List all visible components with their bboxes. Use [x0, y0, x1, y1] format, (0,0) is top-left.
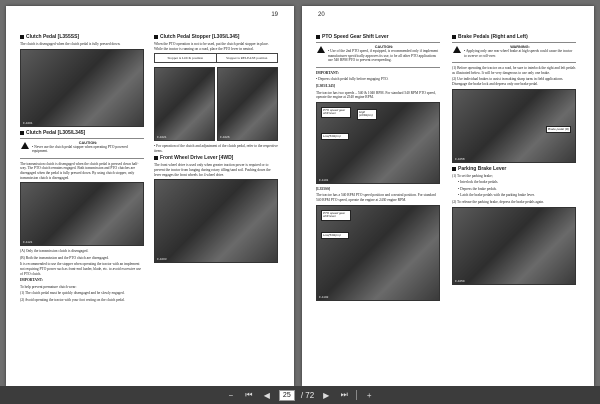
- zoom-in-icon[interactable]: +: [366, 390, 372, 400]
- list-item: (B) Both the transmission and the PTO clutch are disengaged.: [20, 255, 109, 260]
- list-item: • Interlock the brake pedals.: [458, 180, 499, 185]
- paragraph: • Depress clutch pedal fully before engaging PTO.: [316, 77, 389, 82]
- list-item: (A) Only the transmission clutch is disengaged.: [20, 249, 89, 254]
- warning-icon: [453, 46, 461, 53]
- list-item: • Depress the brake pedals.: [458, 186, 497, 191]
- model-heading: [L355SS]: [316, 186, 331, 191]
- section-heading: Clutch Pedal [L305/L345]: [20, 130, 144, 136]
- paragraph: When the PTO operation is not to be used, put the clutch pedal stopper in place. While the tractor is running on a road, place the PTO lever in neutral.: [154, 42, 269, 51]
- left-column-2: [154, 32, 278, 266]
- paragraph: The transmission clutch is disengaged when the clutch pedal is pressed down half-way. The PTO clutch remains engaged. Both transmission and PTO clutches are disengaged when the pedal is fully pressed down. By using clutch stopper, only transmission clutch is disengaged.: [20, 161, 139, 180]
- total-pages: / 72: [300, 390, 315, 400]
- list-item: • Latch the brake pedals with the parking brake lever.: [458, 193, 535, 198]
- pto-lever-photo: PTO speed gear shift lever High (1040rpm) Low(540rpm) F-1101: [316, 102, 440, 184]
- warning-icon: [21, 142, 29, 149]
- parking-brake-photo: F-1059: [452, 207, 576, 285]
- section-heading: Clutch Pedal [L355SS]: [20, 34, 144, 40]
- brake-pedals-photo: Brake pedal (R) F-1058: [452, 89, 576, 163]
- warning-box: WARNING: • Applying only one rear wheel brake at high speeds could cause the tractor to swerve or roll-over.: [452, 42, 576, 63]
- section-heading: PTO Speed Gear Shift Lever: [316, 34, 440, 40]
- right-column-2: [452, 32, 576, 288]
- left-page: [6, 6, 294, 386]
- right-page: [302, 6, 594, 386]
- model-heading: [L305/L345]: [316, 83, 335, 88]
- page-number: 19: [271, 12, 278, 18]
- section-heading: Brake Pedals (Right and Left): [452, 34, 576, 40]
- first-page-icon[interactable]: ⏮: [245, 390, 253, 399]
- front-wheel-drive-lever-photo: F-1003: [154, 179, 278, 263]
- stopper-position-table: Stopper is LOCK position Stopper is RELEASE position: [154, 53, 278, 63]
- paragraph: The tractor has two speeds – 540 & 1040 RPM. For standard 540 RPM PTO speed, operate the engine at 2540 engine RPM.: [316, 90, 436, 100]
- paragraph: To help prevent premature clutch wear:: [20, 284, 77, 289]
- paragraph: The tractor has a 540 RPM PTO speed position and a neutral position. For standard 540 RPM PTO speed, operate the engine at 2430 engine RPM.: [316, 193, 436, 202]
- page-navigation-toolbar: [0, 386, 600, 404]
- list-item: (2) Use individual brakes to assist in making sharp turns in field applications. Disengage the brake lock and depress only one brake pedal.: [452, 77, 564, 86]
- stopper-lock-photo: F-1021: [154, 67, 215, 141]
- paragraph: The clutch is disengaged when the clutch pedal is fully pressed down.: [20, 42, 121, 46]
- list-item: (1) To set the parking brake;: [452, 173, 493, 178]
- zoom-out-icon[interactable]: −: [228, 390, 234, 400]
- previous-page-icon[interactable]: ◀: [263, 390, 270, 400]
- list-item: (2) To release the parking brake, depress the brake pedals again.: [452, 199, 545, 204]
- warning-icon: [317, 46, 325, 53]
- page-number-input[interactable]: 25: [279, 390, 295, 401]
- left-column-1: [20, 32, 144, 305]
- pto-lever-photo-2: PTO speed gear shift lever Low(540rpm) F-1102: [316, 205, 440, 301]
- important-label: IMPORTANT:: [20, 278, 43, 283]
- stopper-release-photo: F-1026: [217, 67, 278, 141]
- next-page-icon[interactable]: ▶: [323, 390, 330, 400]
- list-item: (2) Avoid operating the tractor with your foot resting on the clutch pedal.: [20, 297, 125, 302]
- paragraph: It is recommended to use the stopper when operating the tractor with an implement not requiring PTO power such as front-end loader, blade, etc. to avoid excessive use of PTO clutch.: [20, 262, 141, 276]
- list-item: (1) Before operating the tractor on a road, be sure to interlock the right and left pedals as illustrated below. It will be very dangerous to use only one brake.: [452, 66, 576, 75]
- caution-box: CAUTION: • Use of the 2nd PTO speed, if equipped, is recommended only if implement manufacturer specifically approves its use, to be all other PTO applications use 540 RPM PTO to prevent overspeeding.: [316, 42, 440, 68]
- caution-box: CAUTION: • Never use the clutch pedal stopper when operating PTO powered equipment.: [20, 138, 144, 159]
- paragraph: The front wheel drive is used only when greater traction power is required or to prevent the tractor from lunging during rotary tilling/sand soil. Pushing down the lever engages the front wheels for 4 wheel drive.: [154, 163, 271, 177]
- page-number: 20: [318, 12, 325, 18]
- section-heading: Front Wheel Drive Lever [4WD]: [154, 155, 278, 161]
- clutch-stopper-photo: F-1121: [20, 182, 144, 246]
- section-heading: Clutch Pedal Stopper [L305/L345]: [154, 34, 278, 40]
- clutch-pedal-photo: F-1001: [20, 49, 144, 127]
- toolbar-divider: [356, 390, 357, 400]
- last-page-icon[interactable]: ⏭: [340, 390, 348, 399]
- right-column-1: [316, 32, 440, 304]
- important-label: IMPORTANT:: [316, 70, 339, 75]
- section-heading: Parking Brake Lever: [452, 166, 576, 172]
- paragraph: • For operation of the clutch and adjustment of the clutch pedal, refer to the respective items.: [154, 144, 278, 153]
- list-item: (1) The clutch pedal must be quickly disengaged and be slowly engaged.: [20, 291, 125, 296]
